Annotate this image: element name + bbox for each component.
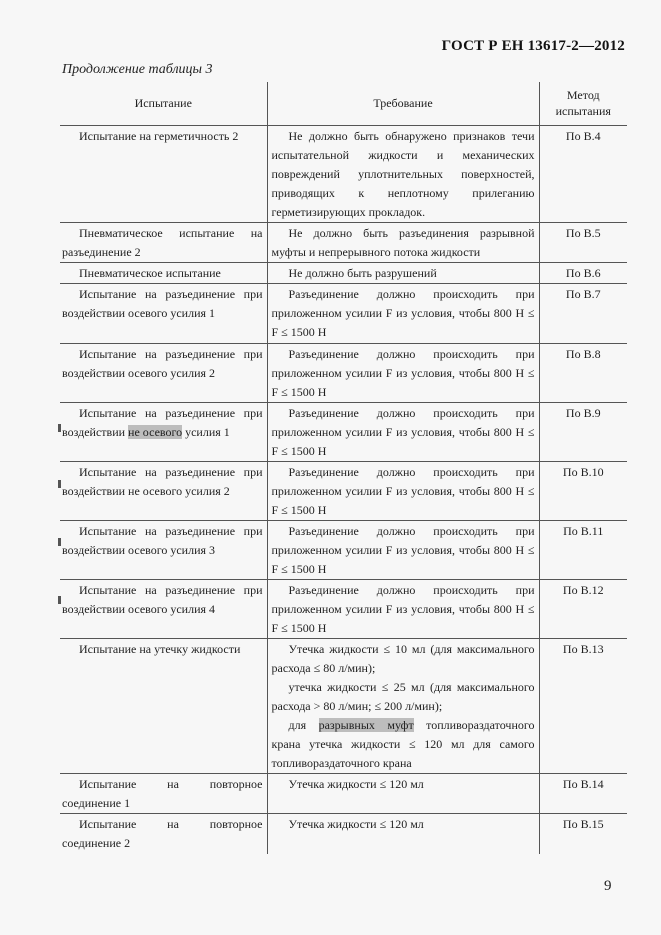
method-cell: По В.6 [539, 263, 627, 284]
page-number: 9 [604, 878, 612, 894]
requirement-text: Утечка жидкости ≤ 10 мл (для максимального расхода ≤ 80 л/мин); [271, 642, 535, 675]
table-row [60, 774, 627, 814]
column-header-method: Метод испытания [539, 82, 627, 126]
test-cell [60, 403, 267, 462]
table-row [60, 580, 627, 639]
requirement-cell [267, 403, 539, 462]
requirement-cell [267, 223, 539, 263]
requirement-cell [267, 462, 539, 521]
table-header-row [60, 82, 627, 126]
requirement-cell [267, 126, 539, 223]
test-requirements-table [60, 82, 627, 854]
scan-mark [58, 538, 61, 546]
table-row [60, 639, 627, 774]
method-cell: По В.4 [539, 126, 627, 223]
method-cell: По В.9 [539, 403, 627, 462]
method-cell: По В.5 [539, 223, 627, 263]
method-cell: По В.15 [539, 814, 627, 854]
test-cell: Пневматическое испытание [60, 263, 267, 284]
test-cell: Испытание на разъединение при воздействии осевого усилия 1 [60, 284, 267, 344]
requirement-text: Разъединение должно происходить при приложенном усилии F из условия, чтобы 800 Н ≤ F ≤ 1500 Н [271, 583, 535, 635]
table-caption: Продолжение таблицы 3 [62, 62, 213, 77]
highlighted-text: не осевого [128, 425, 183, 439]
scan-mark [58, 424, 61, 432]
requirement-text: для разрывных муфт топливораздаточного крана утечка жидкости ≤ 120 мл для самого топливораздаточного крана [271, 718, 535, 770]
test-cell: Испытание на герметичность 2 [60, 126, 267, 223]
requirement-cell [267, 344, 539, 403]
requirement-cell [267, 814, 539, 854]
requirement-text: Разъединение должно происходить при приложенном усилии F из условия, чтобы 800 Н ≤ F ≤ 1500 Н [271, 406, 535, 458]
table-row [60, 263, 627, 284]
test-cell: Испытание на разъединение при воздействии осевого усилия 2 [60, 344, 267, 403]
test-cell: Испытание на разъединение при воздействии осевого усилия 4 [60, 580, 267, 639]
method-cell: По В.13 [539, 639, 627, 774]
table-row [60, 521, 627, 580]
table-row [60, 284, 627, 344]
method-cell: По В.12 [539, 580, 627, 639]
requirement-text: Разъединение должно происходить при приложенном усилии F из условия, чтобы 800 Н ≤ F ≤ 1500 Н [271, 287, 535, 339]
method-cell: По В.14 [539, 774, 627, 814]
table-row [60, 814, 627, 854]
standard-number: ГОСТ Р ЕН 13617-2—2012 [441, 38, 625, 54]
requirement-text: утечка жидкости ≤ 25 мл (для максимального расхода > 80 л/мин; ≤ 200 л/мин); [271, 680, 535, 713]
table-row [60, 223, 627, 263]
requirement-text: Разъединение должно происходить при приложенном усилии F из условия, чтобы 800 Н ≤ F ≤ 1500 Н [271, 524, 535, 576]
test-cell: Испытание на повторное соединение 1 [60, 774, 267, 814]
table-row [60, 126, 627, 223]
scan-mark [58, 480, 61, 488]
method-cell: По В.11 [539, 521, 627, 580]
method-cell: По В.10 [539, 462, 627, 521]
requirement-text: Утечка жидкости ≤ 120 мл [288, 817, 424, 831]
requirement-text: Не должно быть разрушений [288, 266, 437, 280]
requirement-cell [267, 774, 539, 814]
table-row [60, 344, 627, 403]
table-row [60, 403, 627, 462]
requirement-cell [267, 284, 539, 344]
requirement-cell [267, 263, 539, 284]
column-header-test: Испытание [60, 82, 267, 126]
scan-mark [58, 596, 61, 604]
requirement-cell [267, 639, 539, 774]
test-cell: Испытание на разъединение при воздействии осевого усилия 3 [60, 521, 267, 580]
table-row [60, 462, 627, 521]
method-cell: По В.8 [539, 344, 627, 403]
requirement-text: Разъединение должно происходить при приложенном усилии F из условия, чтобы 800 Н ≤ F ≤ 1500 Н [271, 465, 535, 517]
requirement-text: Не должно быть разъединения разрывной муфты и непрерывного потока жидкости [271, 226, 535, 259]
test-cell: Испытание на разъединение при воздействии не осевого усилия 2 [60, 462, 267, 521]
requirement-cell [267, 521, 539, 580]
test-text: Испытание на разъединение при воздействии [62, 406, 263, 439]
test-cell: Испытание на утечку жидкости [60, 639, 267, 774]
requirement-text: Утечка жидкости ≤ 120 мл [288, 777, 424, 791]
highlighted-text: разрывных муфт [318, 718, 414, 732]
test-cell: Пневматическое испытание на разъединение 2 [60, 223, 267, 263]
requirement-text: Разъединение должно происходить при приложенном усилии F из условия, чтобы 800 Н ≤ F ≤ 1500 Н [271, 347, 535, 399]
column-header-requirement: Требование [267, 82, 539, 126]
test-text: усилия 1 [182, 425, 230, 439]
method-cell: По В.7 [539, 284, 627, 344]
requirement-cell [267, 580, 539, 639]
test-cell: Испытание на повторное соединение 2 [62, 817, 263, 850]
requirement-text: Не должно быть обнаружено признаков течи испытательной жидкости и механических повреждений уплотнительных поверхностей, приводящих к неплотному прилеганию герметизирующих прокладок. [271, 129, 535, 219]
